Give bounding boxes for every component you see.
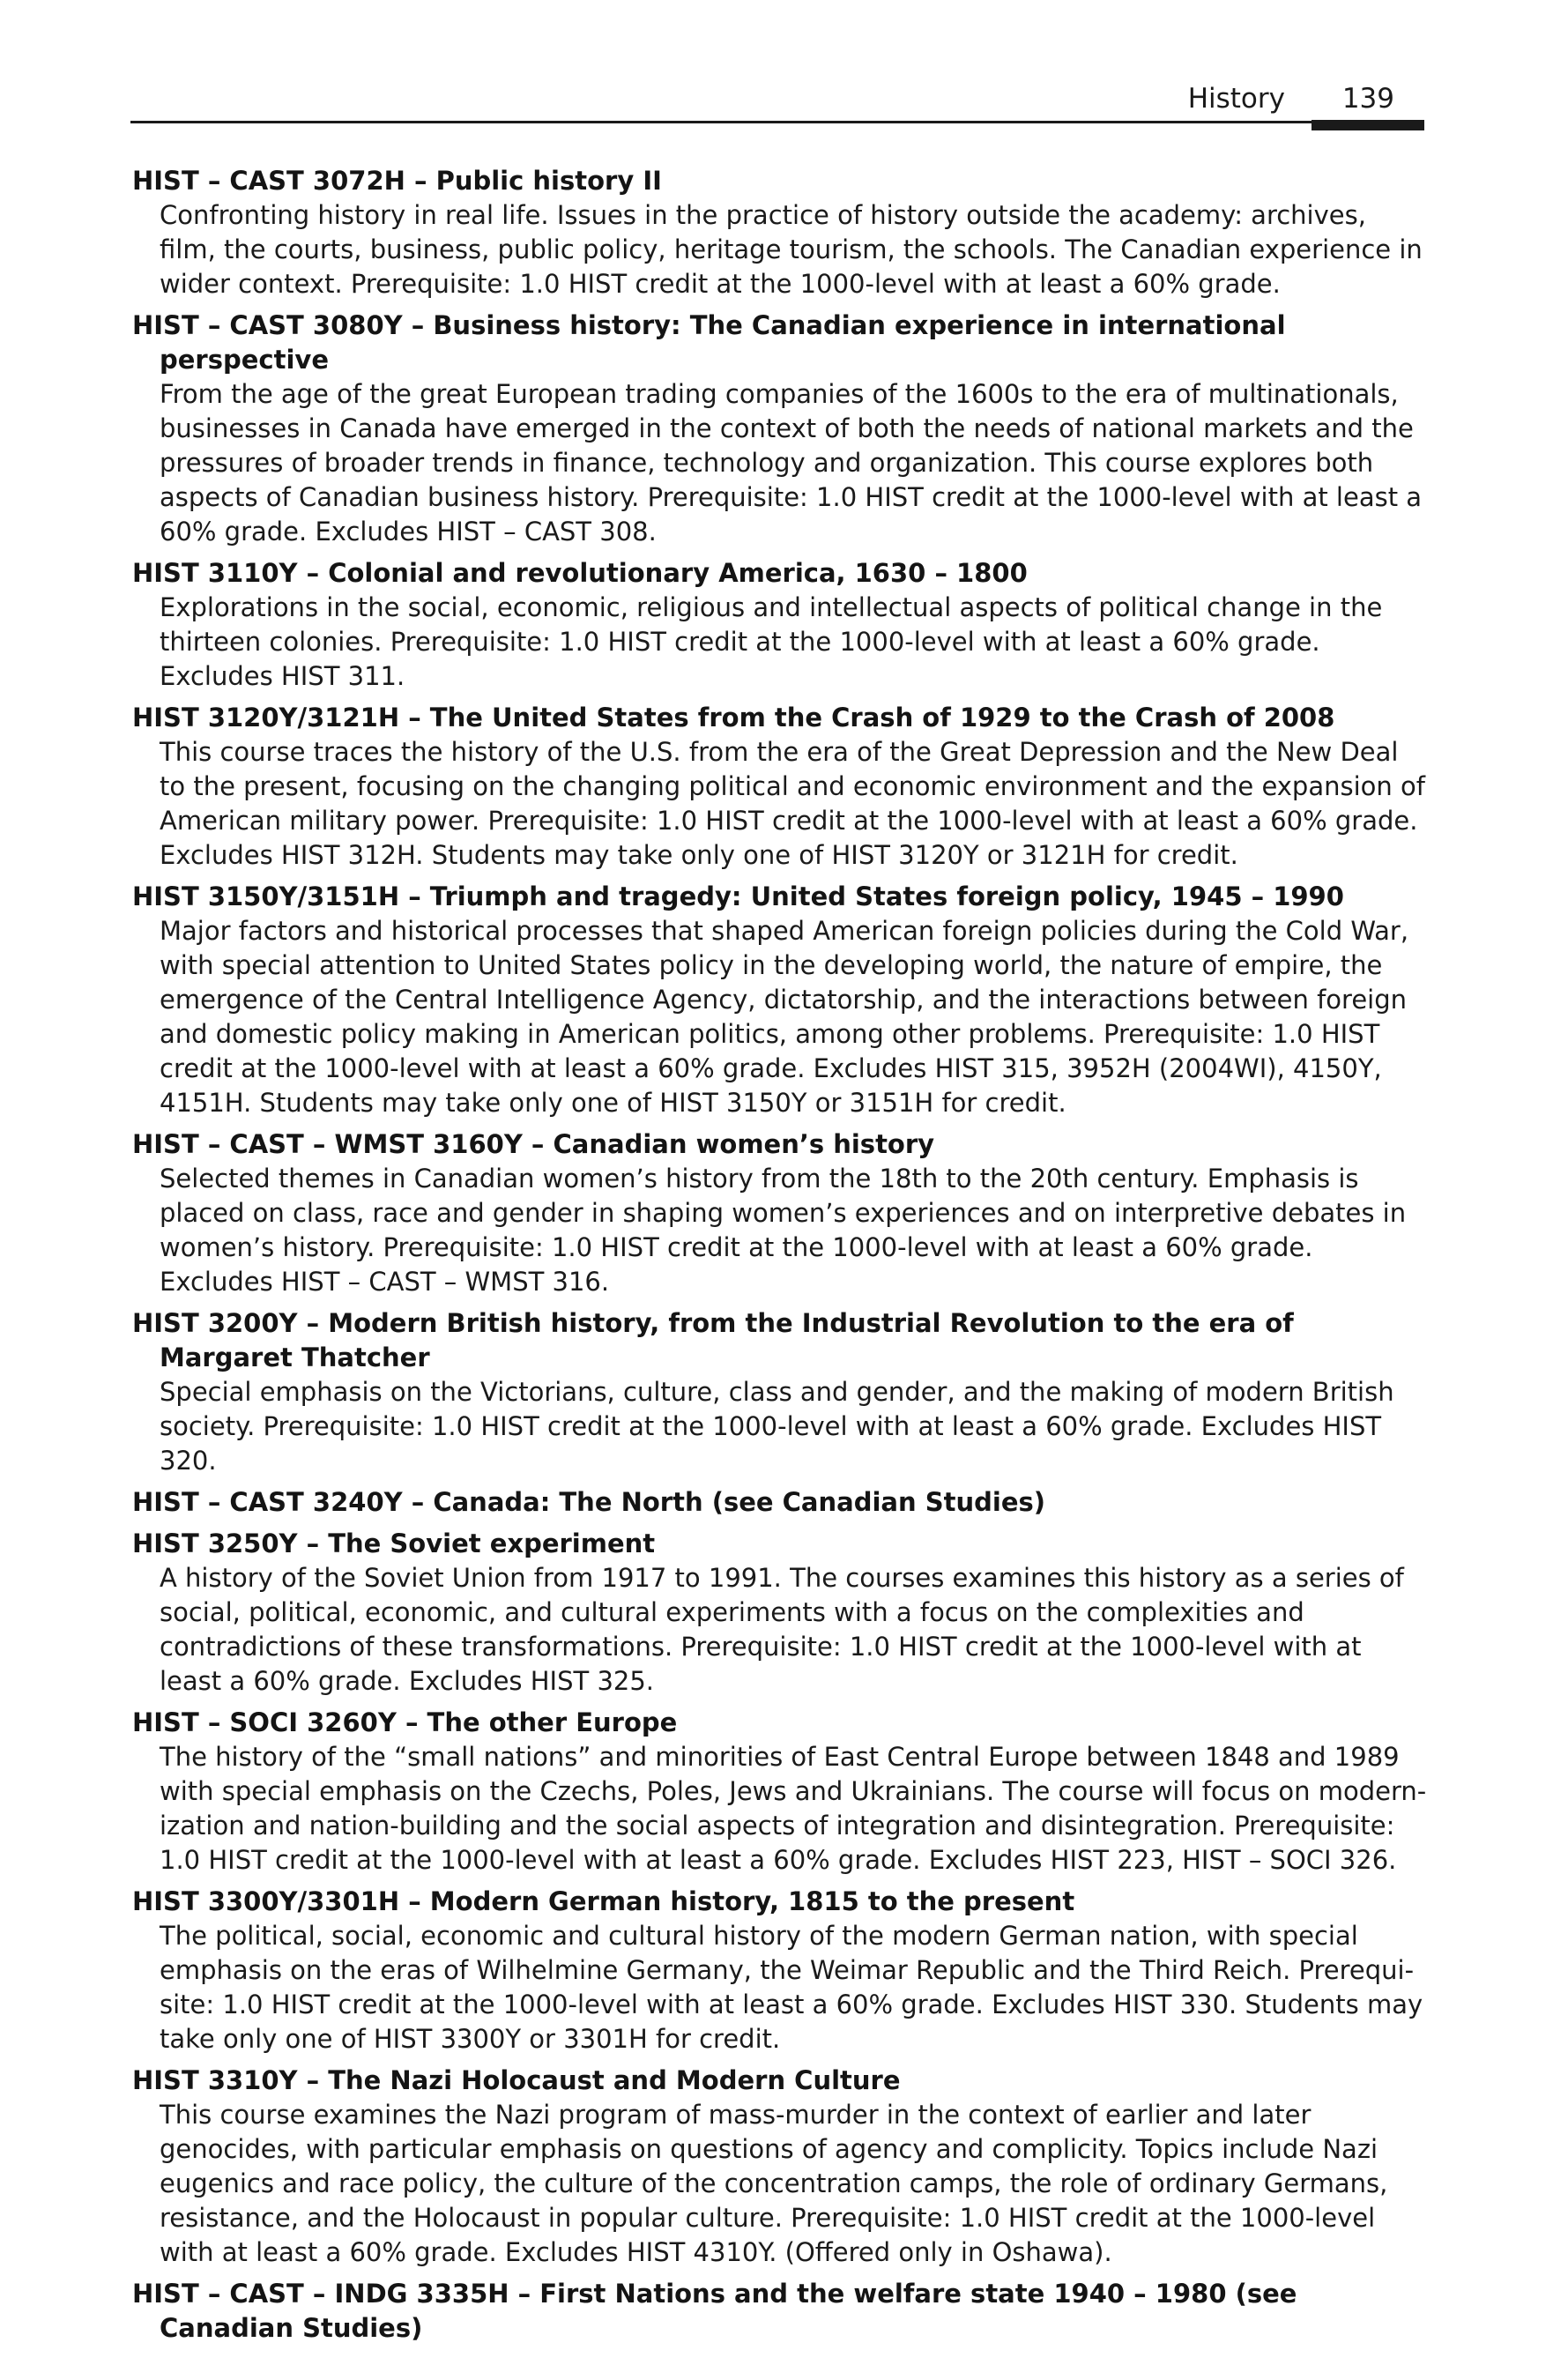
course-title: HIST 3120Y/3121H – The United States from the Crash of 1929 to the Crash of 2008 (132, 703, 1335, 733)
course-title: HIST – CAST – WMST 3160Y – Canadian women’s history (132, 1129, 935, 1159)
course-title: HIST 3110Y – Colonial and revolutionary America, 1630 – 1800 (132, 558, 1028, 588)
course-list (132, 164, 1428, 2353)
course-title: HIST 3310Y – The Nazi Holocaust and Modern Culture (132, 2065, 901, 2095)
course-description: The history of the “small nations” and minorities of East Central Europe between 1848 and 1989 with special emphasis on the Czechs, Poles, Jews and Ukrainians. The course will focus on modernization and nation-building and the social aspects of integration and disintegration. Prerequisite: 1.0 HIST credit at the 1000-level with at least a 60% grade. Excludes HIST 223, HIST – SOCI 326. (160, 1742, 1427, 1875)
course-entry (132, 880, 1428, 1120)
course-entry (132, 1485, 1428, 1520)
course-entry (132, 556, 1428, 694)
course-entry (132, 1706, 1428, 1878)
course-title: HIST 3150Y/3151H – Triumph and tragedy: United States foreign policy, 1945 – 1990 (132, 881, 1344, 911)
page-number: 139 (1341, 83, 1394, 115)
course-description: Selected themes in Canadian women’s history from the 18th to the 20th century. Emphasis is placed on class, race and gender in shaping women’s experiences and on interpretive debates in women’s history. Prerequisite: 1.0 HIST credit at the 1000-level with at least a 60% grade. Excludes HIST – CAST – WMST 316. (160, 1164, 1407, 1297)
course-description: Explorations in the social, economic, religious and intellectual aspects of political change in the thirteen colonies. Prerequisite: 1.0 HIST credit at the 1000-level with at least a 60% grade. Excludes HIST 311. (160, 592, 1383, 691)
course-entry (132, 701, 1428, 873)
course-description: From the age of the great European trading companies of the 1600s to the era of multinationals, businesses in Canada have emerged in the context of both the needs of national markets and the pressures of broader trends in finance, technology and organization. This course explores both aspects of Canadian business history. Prerequisite: 1.0 HIST credit at the 1000-level with at least a 60% grade. Excludes HIST – CAST 308. (160, 379, 1423, 547)
section-title: History (1187, 83, 1285, 115)
course-entry (132, 1885, 1428, 2056)
header-tab-bar (1312, 120, 1424, 130)
course-description: The political, social, economic and cultural history of the modern German nation, with special emphasis on the eras of Wilhelmine Germany, the Weimar Republic and the Third Reich. Prerequisite: 1.0 HIST credit at the 1000-level with at least a 60% grade. Excludes HIST 330. Students may take only one of HIST 3300Y or 3301H for credit. (160, 1921, 1423, 2054)
course-title: HIST – CAST 3072H – Public history II (132, 166, 662, 196)
course-entry (132, 164, 1428, 301)
course-entry (132, 1527, 1428, 1699)
course-title: HIST – CAST 3080Y – Business history: The Canadian experience in international perspective (132, 310, 1286, 375)
course-title: HIST – CAST – INDG 3335H – First Nations and the welfare state 1940 – 1980 (see Canadian Studies) (132, 2279, 1297, 2343)
course-entry (132, 309, 1428, 549)
course-description: A history of the Soviet Union from 1917 to 1991. The courses examines this history as a series of social, political, economic, and cultural experiments with a focus on the complexities and contradictions of these transformations. Prerequisite: 1.0 HIST credit at the 1000-level with at least a 60% grade. Excludes HIST 325. (160, 1563, 1404, 1696)
course-title: HIST 3300Y/3301H – Modern German history, 1815 to the present (132, 1886, 1075, 1916)
course-description: Confronting history in real life. Issues in the practice of history outside the academy: archives, film, the courts, business, public policy, heritage tourism, the schools. The Canadian experience in wider context. Prerequisite: 1.0 HIST credit at the 1000-level with at least a 60% grade. (160, 200, 1423, 299)
course-description: Special emphasis on the Victorians, culture, class and gender, and the making of modern British society. Prerequisite: 1.0 HIST credit at the 1000-level with at least a 60% grade. Excludes HIST 320. (160, 1377, 1394, 1476)
course-title: HIST – SOCI 3260Y – The other Europe (132, 1707, 678, 1737)
course-title: HIST – CAST 3240Y – Canada: The North (see Canadian Studies) (132, 1487, 1045, 1517)
course-title: HIST 3200Y – Modern British history, from the Industrial Revolution to the era of Margaret Thatcher (132, 1308, 1294, 1372)
course-description: Major factors and historical processes that shaped American foreign policies during the Cold War, with special attention to United States policy in the developing world, the nature of empire, the emergence of the Central Intelligence Agency, dictatorship, and the interactions between foreign and domestic policy making in American politics, among other problems. Prerequisite: 1.0 HIST credit at the 1000-level with at least a 60% grade. Excludes HIST 315, 3952H (2004WI), 4150Y, 4151H. Students may take only one of HIST 3150Y or 3151H for credit. (160, 916, 1409, 1118)
course-entry (132, 1306, 1428, 1478)
course-title: HIST 3250Y – The Soviet experiment (132, 1528, 656, 1558)
course-description: This course traces the history of the U.S. from the era of the Great Depression and the New Deal to the present, focusing on the changing political and economic environment and the expansion of American military power. Prerequisite: 1.0 HIST credit at the 1000-level with at least a 60% grade. Excludes HIST 312H. Students may take only one of HIST 3120Y or 3121H for credit. (160, 737, 1425, 870)
course-entry (132, 2277, 1428, 2346)
course-entry (132, 1127, 1428, 1299)
course-description: This course examines the Nazi program of mass-murder in the context of earlier and later genocides, with particular emphasis on questions of agency and complicity. Topics include Nazi eugenics and race policy, the culture of the concentration camps, the role of ordinary Germans, resistance, and the Holocaust in popular culture. Prerequisite: 1.0 HIST credit at the 1000-level with at least a 60% grade. Excludes HIST 4310Y. (Offered only in Oshawa). (160, 2100, 1388, 2267)
course-entry (132, 2064, 1428, 2270)
header-rule (130, 121, 1424, 123)
running-head (130, 79, 1424, 125)
